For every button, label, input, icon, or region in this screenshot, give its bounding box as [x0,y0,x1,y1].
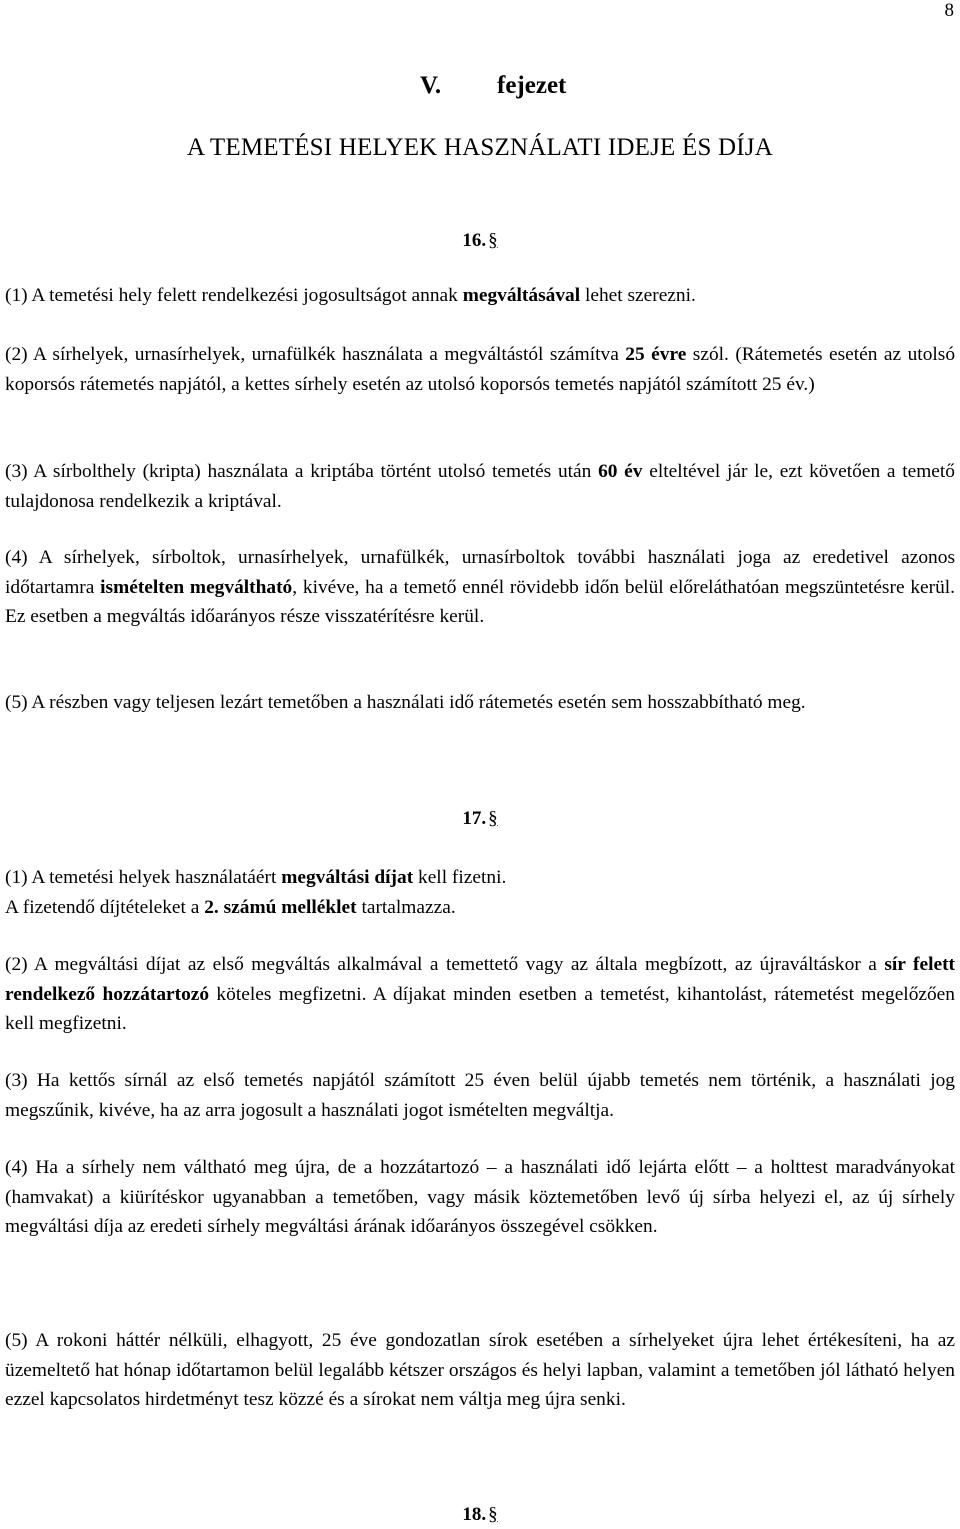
section-sign: § [488,808,498,829]
section-heading-17 [0,808,960,830]
text-run: (3) Ha kettős sírnál az első temetés napjától számított 25 éven belül újabb temetés nem történik, a használati jog megszűnik, kivéve, ha az arra jogosult a használati jogot ismételten megváltja. [5,1070,955,1121]
paragraph-17-1 [5,863,955,922]
text-run: lehet szerezni. [580,285,696,306]
bold-run: 25 évre [625,344,687,365]
section-sign: § [488,230,498,251]
bold-run: ismételten megváltható [100,576,293,598]
paragraph-16-3 [5,457,955,516]
text-run: (5) A rokoni háttér nélküli, elhagyott, 25 éve gondozatlan sírok esetében a sírhelyeket újra lehet értékesíteni, ha az üzemeltető hat hónap időtartamon belül legalább kétszer országos és helyi lapban, valamint a temetőben jól látható helyen ezzel kapcsolatos hirdetményt tesz közzé és a sírokat nem váltja meg újra senki. [5,1330,955,1411]
text-run: tartalmazza. [356,896,456,918]
text-run: (1) A temetési helyek használatáért [5,867,282,888]
text-run: elteltével jár le, ezt követően a temető tulajdonosa rendelkezik a kriptával. [5,461,955,512]
bold-run: sír felett rendelkező hozzátartozó [5,954,956,1005]
section-heading-16 [0,230,960,252]
text-run: (2) A sírhelyek, urnasírhelyek, urnafülkék használata a megváltástól számítva [5,344,626,365]
paragraph-17-5 [5,1326,955,1415]
paragraph-17-3 [5,1066,955,1125]
section-sign: § [488,1504,498,1525]
paragraph-16-4 [5,543,955,632]
text-run: (2) A megváltási díjat az első megváltás alkalmával a temettető vagy az általa megbízott, az újraváltáskor a [5,954,885,975]
page-title: A TEMETÉSI HELYEK HASZNÁLATI IDEJE ÉS DÍJA [187,134,773,161]
paragraph-17-4 [5,1153,955,1242]
bold-run: megváltásával [462,285,581,306]
text-run: kell fizetni. [413,867,507,888]
paragraph-16-1 [5,281,955,311]
paragraph-16-5 [5,688,955,718]
text-run: (1) A temetési hely felett rendelkezési jogosultságot annak [5,285,463,306]
text-run: A fizetendő díjtételeket a [5,896,205,918]
paragraph-17-2 [5,950,955,1039]
text-run: (4) Ha a sírhely nem váltható meg újra, de a hozzátartozó – a használati idő lejárta előtt – a holttest maradványokat (hamvakat) a kiürítéskor ugyanabban a temetőben, vagy másik köztemetőben levő új sírba helyezi el, az új sírhely megváltási díja az eredeti sírhely megváltási árának időarányos összegével csökken. [5,1157,955,1238]
text-run: szól. (Rátemetés esetén az utolsó koporsós rátemetés napjától, a kettes sírhely esetén az utolsó koporsós temetés napjától számított 25 év.) [5,344,956,395]
text-run: köteles megfizetni. A díjakat minden esetben a temetést, kihantolást, rátemetést megelőzően kell megfizetni. [5,983,955,1035]
section-number: 16. [462,230,487,251]
page-number: 8 [944,0,954,21]
paragraph-16-2 [5,340,955,399]
text-run: (3) A sírbolthely (kripta) használata a kriptába történt utolsó temetés után [5,461,599,482]
bold-run: 60 év [598,461,643,482]
text-run: , kivéve, ha a temető ennél rövidebb időn belül előreláthatóan megszüntetésre kerül. Ez esetben a megváltás időarányos része visszatérítésre kerül. [5,576,956,628]
section-heading-18 [0,1504,960,1526]
section-number: 18. [462,1504,487,1525]
bold-run: megváltási díjat [281,867,414,888]
bold-run: 2. számú melléklet [204,896,357,918]
chapter-label: fejezet [497,72,567,99]
section-number: 17. [462,808,487,829]
text-run: (5) A részben vagy teljesen lezárt temetőben a használati idő rátemetés esetén sem hosszabbítható meg. [5,692,806,713]
chapter-number: V. [420,72,442,99]
text-run: (4) A sírhelyek, sírboltok, urnasírhelyek, urnafülkék, urnasírboltok további használati joga az eredetivel azonos időtartamra [5,547,955,598]
